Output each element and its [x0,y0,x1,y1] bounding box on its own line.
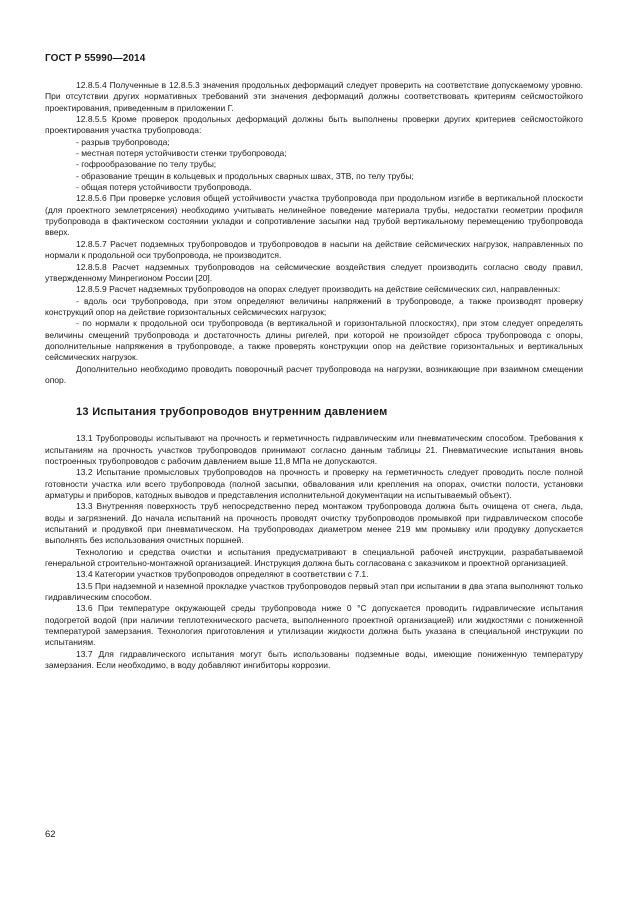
list-item: - местная потеря устойчивости стенки трубопровода; [76,148,287,159]
list-item: - общая потеря устойчивости трубопровода. [76,182,252,193]
paragraph: 13.2 Испытание промысловых трубопроводов на прочность и проверку на герметичность следует проводить после полной готовности участка или всего трубопровода (полной засыпки, обвалования или крепления на опорах, очистки полости, установки арматуры и приборов, катодных выводов и представления исполнительной документации на испытываемый объект). [45,467,583,500]
paragraph: 12.8.5.4 Полученные в 12.8.5.3 значения продольных деформаций следует проверить на соответствие допускаемому уровню. При отсутствии других нормативных требований эти значения деформаций должны соответствовать критериям сейсмостойкого проектирования, приведенным в приложении Г. [45,80,583,113]
list-item: - гофрообразование по телу трубы; [76,159,217,170]
paragraph: 12.8.5.8 Расчет надземных трубопроводов на сейсмические воздействия следует производить согласно своду правил, утвержденному Минрегионом России [20]. [45,261,583,283]
paragraph: 13.7 Для гидравлического испытания могут быть использованы подземные воды, имеющие пониженную температуру замерзания. Если необходимо, в воду добавляют ингибиторы коррозии. [45,648,583,671]
paragraph: 13.6 При температуре окружающей среды трубопровода ниже 0 °С допускается проводить гидравлические испытания подогретой водой (при наличии теплотехнического расчета, выполненного проектной организацией) или жидкостями с пониженной температурой замерзания. Технология приготовления и утилизации жидкости должна быть указана в специальной инструкции по испытаниям. [45,603,583,648]
paragraph: 13.4 Категории участков трубопроводов определяют в соответствии с 7.1. [76,569,369,580]
list-item: - по нормали к продольной оси трубопровода (в вертикальной и горизонтальной плоскостях), при этом следует определять величины смещений трубопровода и достаточность длины ригелей, при которой не произойдет сброса трубопровода с опоры, дополнительные напряжения в трубопроводе, а также проверять конструкции опор на действие горизонтальных и вертикальных сейсмических нагрузок. [45,318,583,363]
paragraph: 13.3 Внутренняя поверхность труб непосредственно перед монтажом трубопровода должна быть очищена от снега, льда, воды и загрязнений. До начала испытаний на прочность проводят очистку трубопроводов промывкой при гидравлическом способе испытаний и продувкой при пневматическом. На трубопроводах диаметром менее 219 мм промывку или продувку допускается выполнять без использования очистных поршней. [45,501,583,546]
list-item: - вдоль оси трубопровода, при этом определяют величины напряжений в трубопроводе, а также производят проверку конструкций опор на действие горизонтальных сейсмических нагрузок; [45,295,583,317]
paragraph: 12.8.5.7 Расчет подземных трубопроводов и трубопроводов в насыпи на действие сейсмических нагрузок, направленных по нормали к продольной оси трубопровода, не производится. [45,238,583,261]
paragraph: 12.8.5.6 При проверке условия общей устойчивости участка трубопровода при продольном изгибе в вертикальной плоскости (для проектного землетрясения) необходимо учитывать нелинейное поведение материала трубы, недостатки геометрии профиля трубопровода в фактическом состоянии укладки и сопротивление засыпки над трубой вертикальному перемещению трубопровода вверх. [45,193,583,238]
section-12-continuation [45,80,583,386]
page-number: 62 [45,829,56,840]
list-item: - разрыв трубопровода; [76,136,170,147]
paragraph: 12.8.5.5 Кроме проверок продольных деформаций должны быть выполнены проверки других критериев сейсмостойкого проектирования участка трубопровода: [45,114,583,136]
paragraph: Дополнительно необходимо проводить поворочный расчет трубопровода на нагрузки, возникающие при взаимном смещении опор. [45,363,583,385]
paragraph: Технологию и средства очистки и испытания предусматривают в специальной рабочей инструкции, разрабатываемой генеральной строительно-монтажной организацией. Инструкция должна быть согласована с заказчиком и проектной организацией. [45,546,583,569]
section-13-body [45,433,583,671]
list-item: - образование трещин в кольцевых и продольных сварных швах, ЗТВ, по телу трубы; [76,170,414,181]
document-id-header: ГОСТ Р 55990—2014 [45,53,146,64]
page-body [45,80,583,672]
section-heading: 13 Испытания трубопроводов внутренним давлением [76,406,388,419]
paragraph: 12.8.5.9 Расчет надземных трубопроводов на опорах следует производить на действие сейсмических сил, направленных: [76,284,561,295]
paragraph: 13.5 При надземной и наземной прокладке участков трубопроводов первый этап при испытании в два этапа выполняют только гидравлическим способом. [45,580,583,603]
paragraph: 13.1 Трубопроводы испытывают на прочность и герметичность гидравлическим или пневматическим способом. Требования к испытаниям на прочность участков трубопроводов принимают согласно данным таблицы 21. Пневматические испытания вновь построенных трубопроводов с рабочим давлением выше 11,8 МПа не допускаются. [45,433,583,466]
